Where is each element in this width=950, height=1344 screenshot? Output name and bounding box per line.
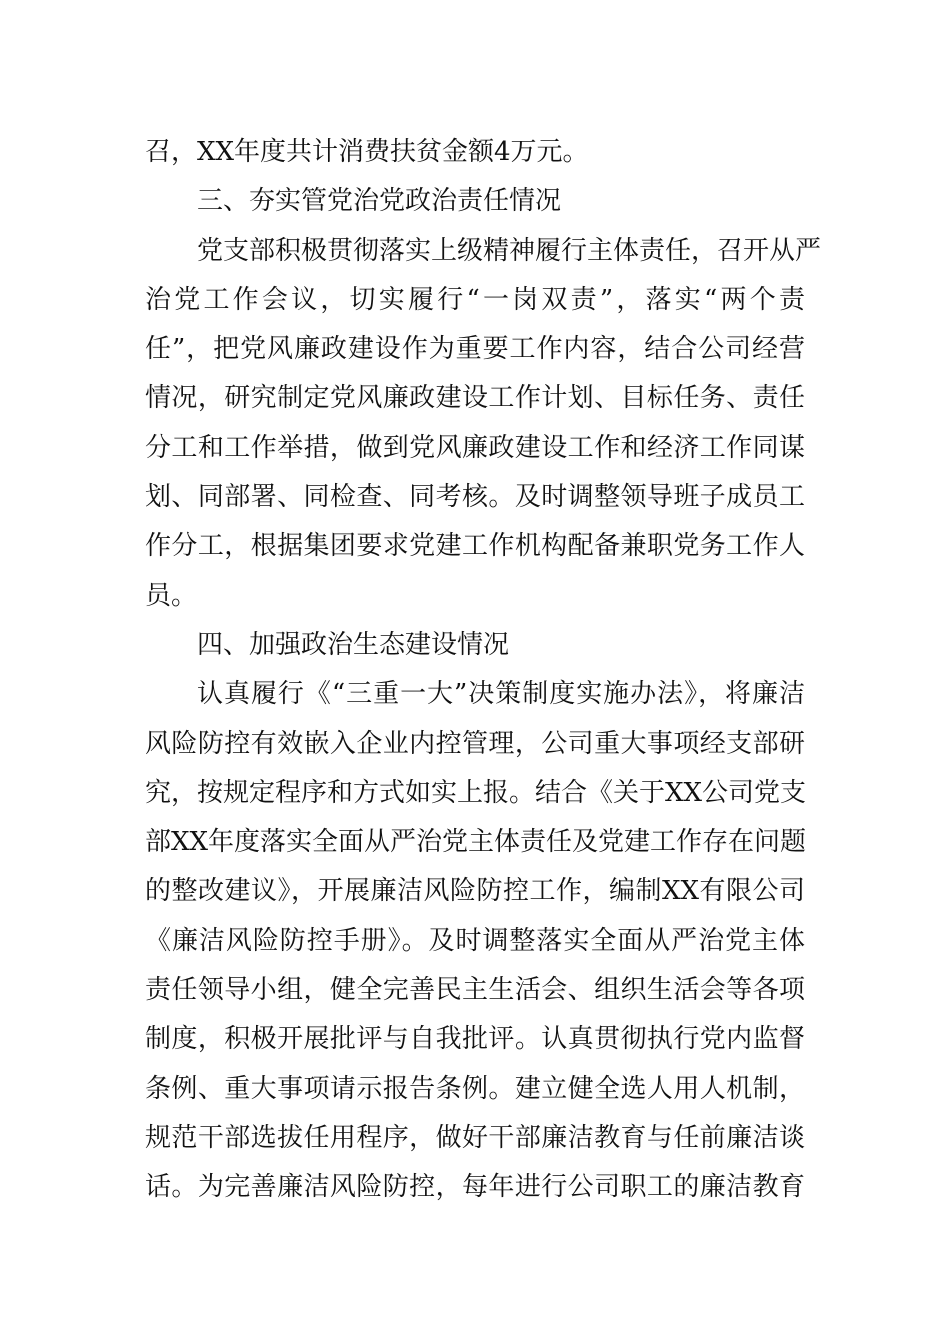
paragraph-line: 《廉洁风险防控手册》。及时调整落实全面从严治党主体 — [145, 925, 805, 956]
paragraph-line: 规范干部选拔任用程序，做好干部廉洁教育与任前廉洁谈 — [145, 1122, 805, 1153]
paragraph-line: 治党工作会议，切实履行“一岗双责”，落实“两个责 — [145, 284, 805, 315]
paragraph-line: 情况，研究制定党风廉政建设工作计划、目标任务、责任 — [145, 383, 805, 414]
section-heading: 三、夯实管党治党政治责任情况 — [197, 186, 562, 217]
paragraph-line: 作分工，根据集团要求党建工作机构配备兼职党务工作人 — [145, 531, 805, 562]
document-body — [145, 128, 822, 1213]
paragraph-line: 划、同部署、同检查、同考核。及时调整领导班子成员工 — [145, 482, 805, 513]
paragraph-line: 究，按规定程序和方式如实上报。结合《关于XX公司党支 — [145, 777, 807, 808]
paragraph-line: 分工和工作举措，做到党风廉政建设工作和经济工作同谋 — [145, 432, 805, 463]
paragraph-line: 制度，积极开展批评与自我批评。认真贯彻执行党内监督 — [145, 1024, 805, 1055]
paragraph-line: 部XX年度落实全面从严治党主体责任及党建工作存在问题 — [145, 827, 807, 858]
paragraph-line: 条例、重大事项请示报告条例。建立健全选人用人机制， — [145, 1073, 805, 1104]
paragraph-line: 话。为完善廉洁风险防控，每年进行公司职工的廉洁教育 — [145, 1172, 805, 1203]
paragraph-line: 党支部积极贯彻落实上级精神履行主体责任，召开从严 — [197, 235, 822, 266]
paragraph-line: 召，XX年度共计消费扶贫金额4万元。 — [145, 137, 589, 167]
paragraph-line: 的整改建议》，开展廉洁风险防控工作，编制XX有限公司 — [145, 876, 805, 907]
paragraph-line: 风险防控有效嵌入企业内控管理，公司重大事项经支部研 — [145, 728, 805, 759]
paragraph-line: 员。 — [145, 580, 198, 611]
section-heading: 四、加强政治生态建设情况 — [197, 629, 510, 660]
paragraph-line: 任”，把党风廉政建设作为重要工作内容，结合公司经营 — [145, 334, 805, 365]
paragraph-line: 责任领导小组，健全完善民主生活会、组织生活会等各项 — [145, 975, 805, 1006]
paragraph-line: 认真履行《“三重一大”决策制度实施办法》，将廉洁 — [197, 679, 805, 710]
